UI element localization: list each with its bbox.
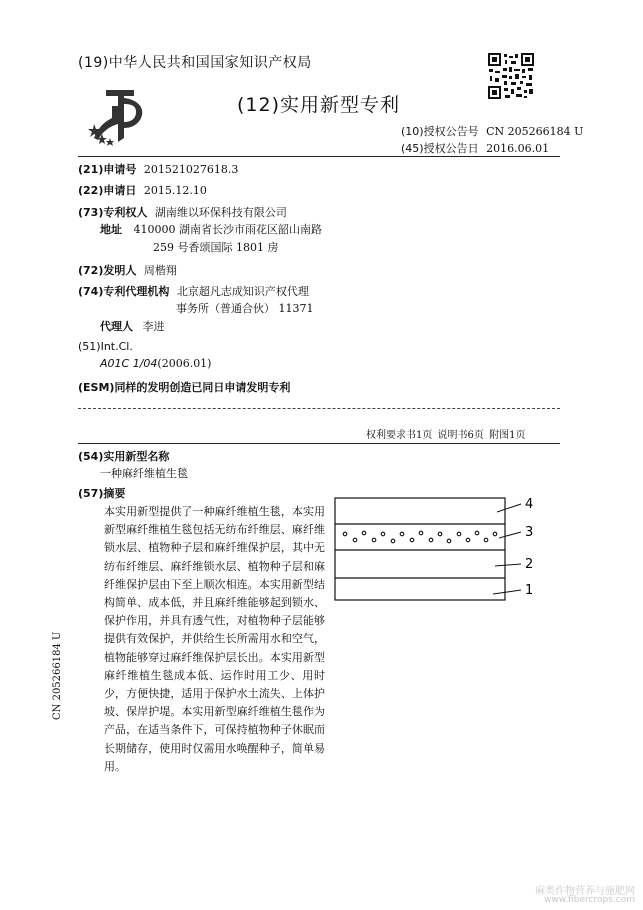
header-divider — [78, 156, 560, 157]
application-number-row — [78, 161, 238, 177]
figure-label-3: 3 — [525, 525, 534, 540]
address-row — [100, 221, 322, 237]
abstract-text: 本实用新型提供了一种麻纤维植生毯，本实用新型麻纤维植生毯包括无纺布纤维层、麻纤维锁水层、植物种子层和麻纤维保护层，其中无纺布纤维层、麻纤维锁水层、植物种子层和麻纤维保护层由下至上顺次相连。本实用新型结构简单、成本低，并且麻纤维能够起到锁水、保护作用，并具有透气性，对植物种子层能够提供有效保护，并供给生长所需用水和空气，植物能够穿过麻纤维保护层长出。本实用新型麻纤维植生毯成本低、运作时用工少、用时少，方便快捷，适用于保护水土流失、上体护坡、保岸护堤。本实用新型麻纤维植生毯作为产品，在适当条件下，可保持植物种子休眠而长期储存，使用时仅需用水唤醒种子，简单易用。 — [104, 505, 325, 773]
publication-number-label: (10)授权公告号 — [401, 125, 479, 138]
figure-outer-frame — [335, 498, 505, 600]
cnipa-logo-icon — [88, 84, 152, 146]
figure-label-2: 2 — [525, 557, 534, 572]
inventor-value: 周楷翔 — [143, 264, 177, 277]
publication-date-label: (45)授权公告日 — [401, 142, 479, 155]
application-date-label: (22)申请日 — [78, 184, 137, 197]
figure-label-1: 1 — [525, 583, 534, 598]
agent-label: 代理人 — [100, 320, 133, 333]
intcl-code: A01C 1/04 — [100, 357, 158, 370]
biblio-divider — [78, 408, 560, 409]
address-label: 地址 — [100, 223, 122, 236]
watermark-url: www.fibercrops.com — [544, 895, 635, 905]
watermark-site-name: 麻类作物营养与施肥网 — [535, 886, 635, 897]
agent-value: 李进 — [142, 320, 165, 333]
title-label — [78, 448, 169, 464]
esm-text: (ESM)同样的发明创造已同日申请发明专利 — [78, 381, 291, 394]
abstract-label — [78, 485, 125, 501]
agency-line-1: 北京超凡志成知识产权代理 — [176, 285, 309, 298]
inventor-row — [78, 262, 177, 278]
esm-note — [78, 379, 290, 395]
layer-structure-figure — [333, 490, 553, 610]
qr-code-icon — [487, 52, 535, 100]
address-line-1: 410000 湖南省长沙市雨花区韶山南路 — [133, 223, 322, 236]
patentee-label: (73)专利权人 — [78, 206, 148, 219]
inventor-label: (72)发明人 — [78, 264, 137, 277]
document-type: (12)实用新型专利 — [237, 94, 401, 116]
office-name: (19)中华人民共和国国家知识产权局 — [78, 55, 312, 71]
agency-row — [78, 283, 309, 299]
figure-label-4: 4 — [525, 497, 534, 512]
application-number-value: 201521027618.3 — [143, 163, 239, 176]
agency-label: (74)专利代理机构 — [78, 285, 170, 298]
application-number-label: (21)申请号 — [78, 163, 137, 176]
address-line-2: 259 号香颂国际 1801 房 — [153, 241, 279, 254]
intcl-date: (2006.01) — [157, 357, 212, 370]
title-label-text: (54)实用新型名称 — [78, 450, 170, 463]
patentee-value: 湖南维以环保科技有限公司 — [154, 206, 287, 219]
publication-number-row — [401, 123, 583, 139]
publication-date-row — [401, 140, 549, 156]
page-count-summary: 权利要求书1页 说明书6页 附图1页 — [366, 430, 526, 441]
publication-date-value: 2016.06.01 — [486, 142, 550, 155]
application-date-row — [78, 182, 207, 198]
intcl-label: (51)Int.Cl. — [78, 340, 133, 353]
side-publication-number: CN 205266184 U — [52, 631, 63, 720]
utility-model-title: 一种麻纤维植生毯 — [100, 467, 188, 480]
agent-row — [100, 318, 165, 334]
application-date-value: 2015.12.10 — [143, 184, 207, 197]
intcl-row — [100, 357, 211, 370]
publication-number-value: CN 205266184 U — [486, 125, 584, 138]
abstract-label-text: (57)摘要 — [78, 487, 126, 500]
agency-line-2: 事务所（普通合伙） 11371 — [176, 302, 314, 315]
patentee-row — [78, 204, 287, 220]
summary-divider — [78, 443, 560, 444]
